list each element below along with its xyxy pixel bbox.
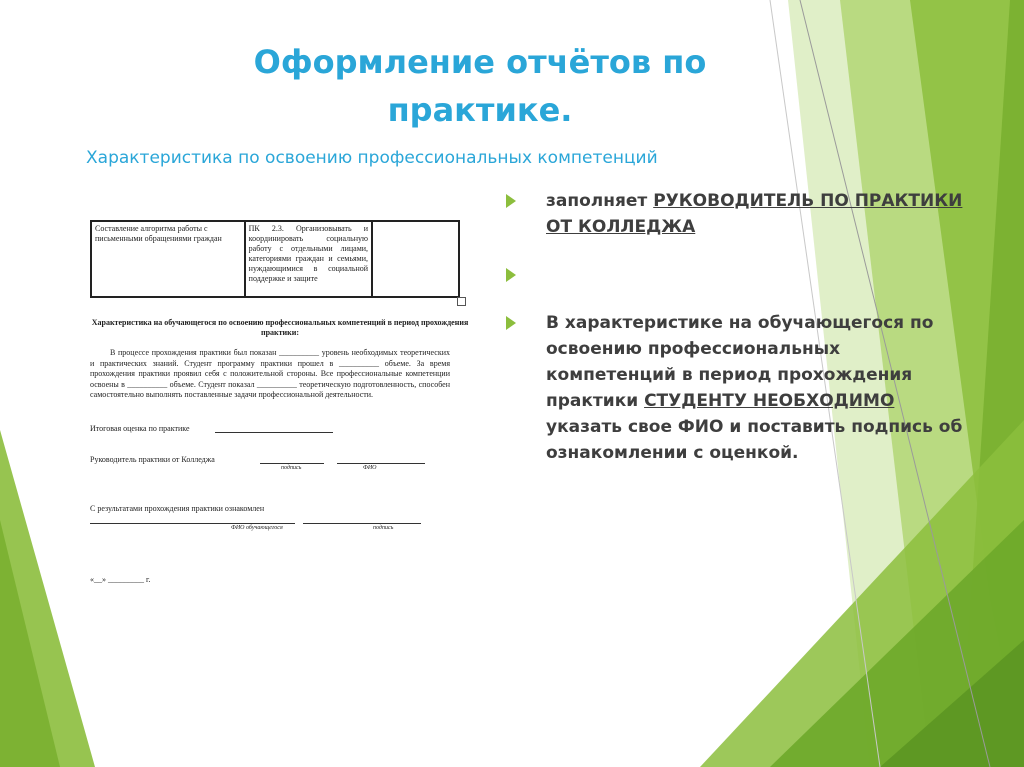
bullet-arrow-icon — [506, 194, 516, 208]
slide-subtitle: Характеристика по освоению профессиональных компетенций — [86, 148, 658, 168]
divider — [260, 463, 324, 464]
document-paragraph: В процессе прохождения практики был показан __________ уровень необходимых теоретических и практических знаний. Студент программу практики прошел в __________ объеме. За время прохождения практики проявил себя с положительной стороны. Все профессиональные компетенции освоены в __________ объеме. Студент показал __________ теоретическую подготовленность, способен самостоятельно выполнять поставленные задачи профессиональной деятельности. — [90, 348, 450, 399]
divider — [215, 432, 333, 433]
divider — [303, 523, 421, 524]
competency-table — [90, 220, 460, 298]
acquainted-label: С результатами прохождения практики ознакомлен — [90, 504, 265, 513]
table-cell — [372, 221, 459, 297]
signature-caption: подпись — [373, 525, 394, 531]
bullet-text: указать свое ФИО и поставить подпись об ознакомлении с оценкой. — [546, 417, 963, 463]
bullet-link[interactable]: РУКОВОДИТЕЛЬ ПО ПРАКТИКИ ОТ КОЛЛЕДЖА — [546, 191, 963, 237]
table-cell: Составление алгоритма работы с письменными обращениями граждан — [91, 221, 245, 297]
fio-student-caption: ФИО обучающегося — [231, 525, 283, 531]
divider — [337, 463, 425, 464]
checkbox-icon — [457, 297, 466, 306]
scanned-document — [85, 212, 475, 602]
bullet-item — [506, 262, 966, 288]
bullet-list — [506, 188, 966, 488]
signature-caption: подпись — [281, 465, 302, 471]
bullet-arrow-icon — [506, 268, 516, 282]
table-cell: ПК 2.3. Организовывать и координировать социальную работу с отдельными лицами, категориями граждан и семьями, нуждающимися в социальной поддержке и защите — [245, 221, 372, 297]
bullet-item — [506, 310, 966, 466]
bullet-item — [506, 188, 966, 240]
slide-title: Оформление отчётов по практике. — [253, 43, 707, 129]
bullet-arrow-icon — [506, 316, 516, 330]
divider — [90, 523, 295, 524]
bullet-text: заполняет — [546, 191, 654, 211]
fio-caption: ФИО — [363, 465, 377, 471]
bullet-link[interactable]: СТУДЕНТУ НЕОБХОДИМО — [644, 391, 895, 411]
bullet-text: В характеристике на обучающегося по освоению профессиональных компетенций в период прохождения практики — [546, 313, 934, 411]
final-grade-label: Итоговая оценка по практике — [90, 424, 190, 433]
document-heading: Характеристика на обучающегося по освоению профессиональных компетенций в период прохождения практики: — [91, 318, 469, 337]
supervisor-label: Руководитель практики от Колледжа — [90, 455, 215, 464]
date-line: «__» _________ г. — [90, 575, 151, 584]
